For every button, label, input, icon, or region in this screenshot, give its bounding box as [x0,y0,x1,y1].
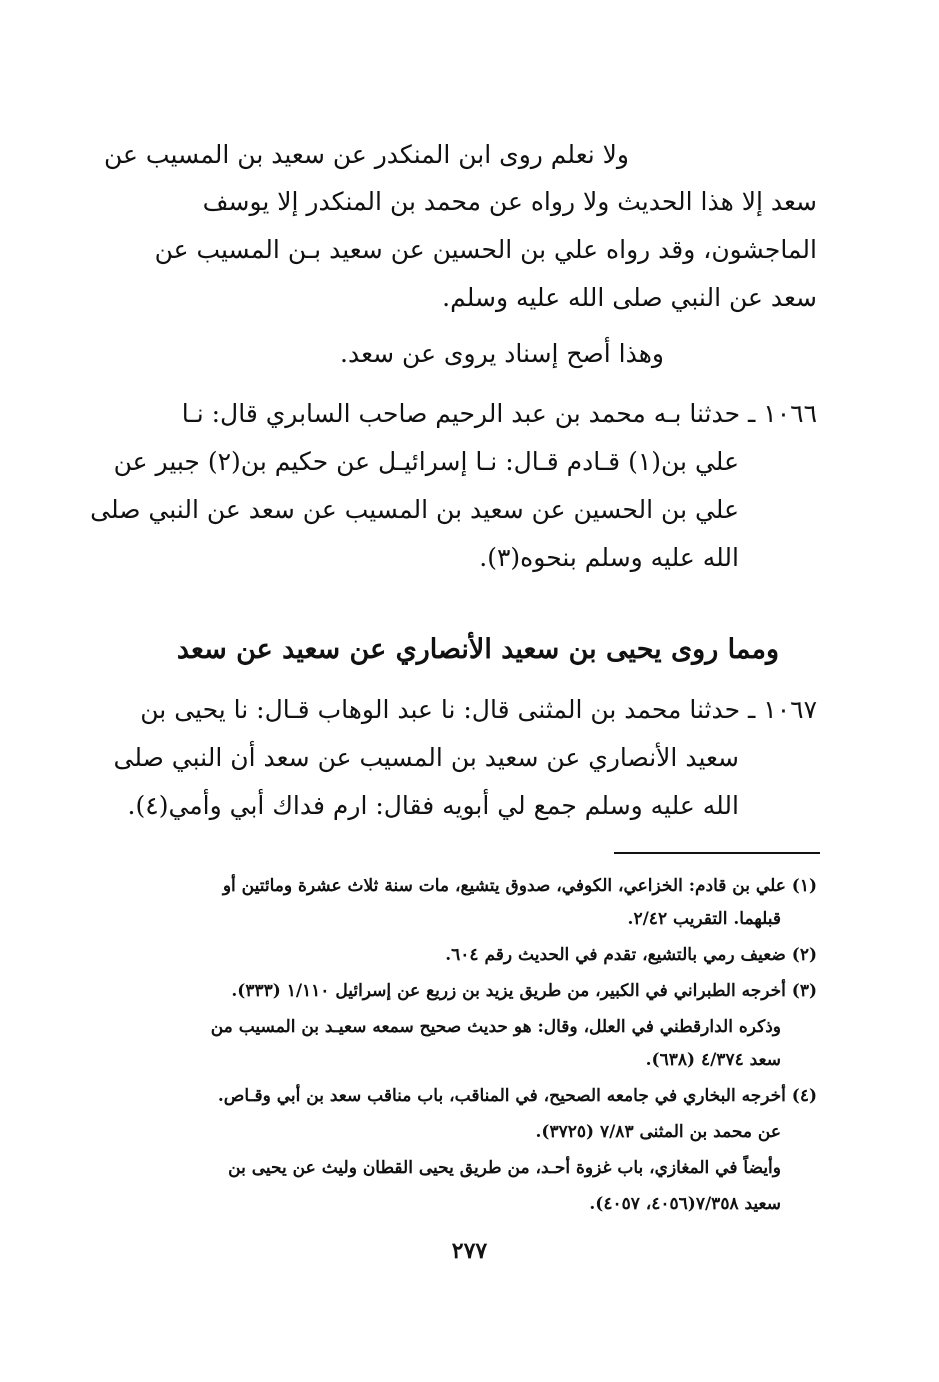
text-line: الماجشون، وقد رواه علي بن الحسين عن سعيد بـن المسيب عن [154,235,817,264]
footnote-line: (١) علي بن قادم: الخزاعي، الكوفي، صدوق يتشيع، مات سنة ثلاث عشرة ومائتين أو [222,876,817,896]
footnote-line: قبلهما. التقريب ٢/٤٢. [627,909,781,929]
text-line: علي بن الحسين عن سعيد بن المسيب عن سعد عن النبي صلى [90,495,739,524]
text-line: سعد إلا هذا الحديث ولا رواه عن محمد بن المنكدر إلا يوسف [202,187,817,216]
hadith-1066-line: ١٠٦٦ ـ حدثنا بـه محمد بن عبد الرحيم صاحب السابري قال: نـا [181,399,817,428]
footnote-line: وأيضاً في المغازي، باب غزوة أحـد، من طريق يحيى القطان وليث عن يحيى بن [228,1158,781,1178]
footnote-line: سعيد ٧/٣٥٨(٤٠٥٦، ٤٠٥٧). [589,1194,781,1214]
footnote-line: (٣) أخرجه الطبراني في الكبير، من طريق يزيد بن زريع عن إسرائيل ١/١١٠ (٣٣٣). [231,981,817,1001]
text-line: سعد عن النبي صلى الله عليه وسلم. [442,283,817,312]
text-line: الله عليه وسلم بنحوه(٣). [479,543,739,572]
footnote-line: عن محمد بن المثنى ٧/٨٣ (٣٧٢٥). [535,1122,781,1142]
text-line: سعيد الأنصاري عن سعيد بن المسيب عن سعد أن النبي صلى [113,743,739,772]
page-number: ٢٧٧ [451,1238,488,1264]
text-line: ولا نعلم روى ابن المنكدر عن سعيد بن المسيب عن [104,140,629,169]
footnote-separator [614,852,820,854]
hadith-1067-line: ١٠٦٧ ـ حدثنا محمد بن المثنى قال: نا عبد الوهاب قـال: نا يحيى بن [140,695,817,724]
text-line: علي بن(١) قـادم قـال: نـا إسرائيـل عن حكيم بن(٢) جبير عن [113,447,739,476]
footnote-line: وذكره الدارقطني في العلل، وقال: هو حديث صحيح سمعه سعيـد بن المسيب من [210,1017,781,1037]
footnote-line: (٢) ضعيف رمي بالتشيع، تقدم في الحديث رقم ٦٠٤. [445,945,817,965]
text-line: الله عليه وسلم جمع لي أبويه فقال: ارم فداك أبي وأمي(٤). [127,791,739,820]
text-line: وهذا أصح إسناد يروى عن سعد. [340,339,664,368]
section-heading: ومما روى يحيى بن سعيد الأنصاري عن سعيد عن سعد [176,634,779,665]
footnote-line: سعد ٤/٣٧٤ (٦٣٨). [645,1050,781,1070]
footnote-line: (٤) أخرجه البخاري في جامعه الصحيح، في المناقب، باب مناقب سعد بن أبي وقـاص. [217,1086,817,1106]
